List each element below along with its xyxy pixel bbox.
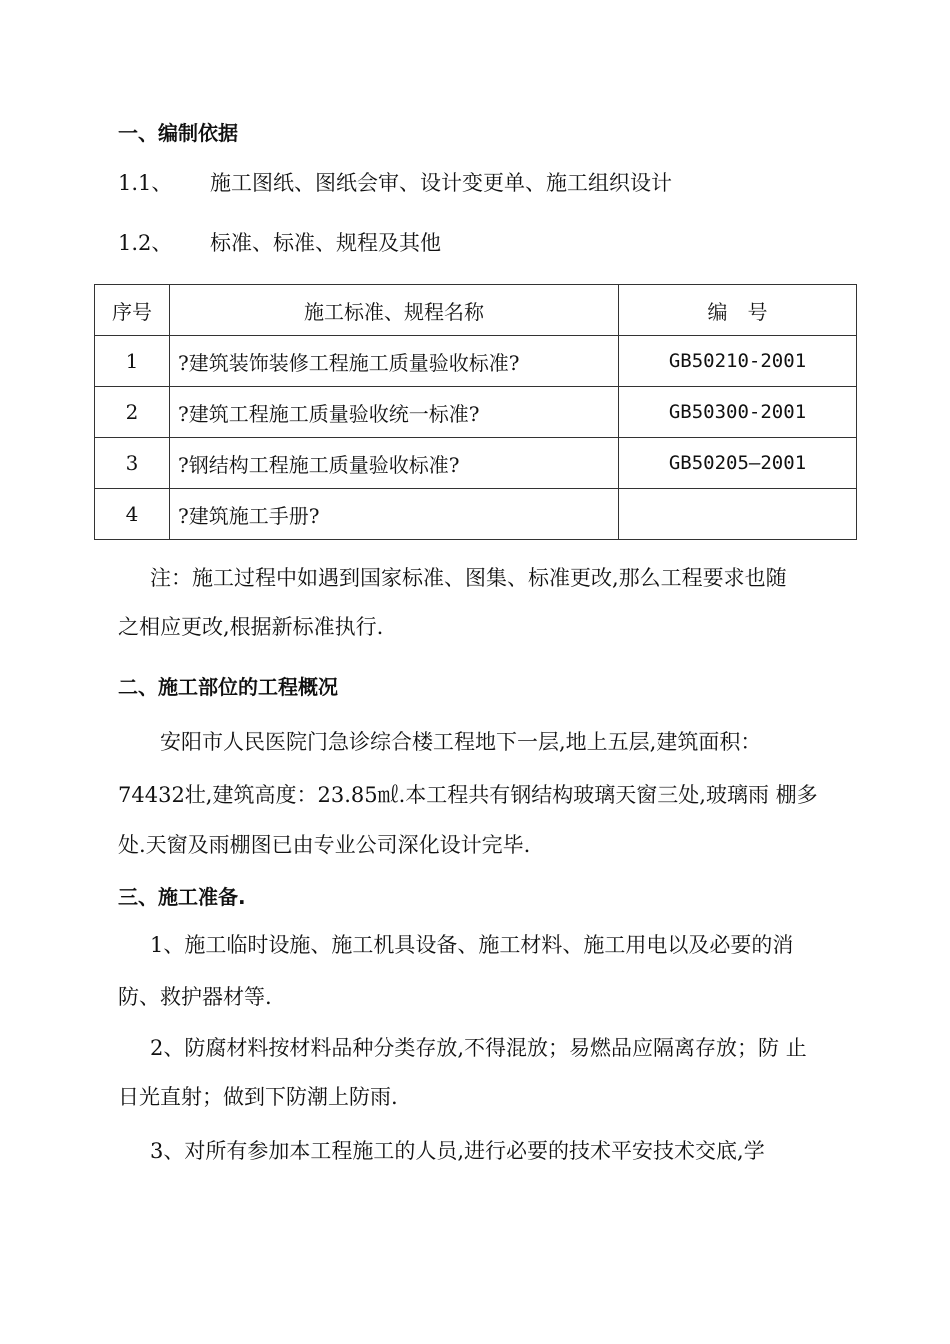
- table-row: [95, 387, 857, 438]
- table-header-row: [95, 285, 857, 336]
- overview-line-3: 处.天窗及雨棚图已由专业公司深化设计完毕.: [118, 833, 531, 857]
- section3-heading: 三、施工准备.: [118, 885, 246, 909]
- row-standard-name: ?建筑装饰装修工程施工质量验收标准?: [170, 336, 619, 387]
- overview-line-1: 安阳市人民医院门急诊综合楼工程地下一层,地上五层,建筑面积：: [160, 730, 762, 754]
- basis-item-1: [118, 168, 672, 198]
- overview-line-2: 74432壮,建筑高度：23.85㎖.本工程共有钢结构玻璃天窗三处,玻璃雨 棚多: [118, 783, 818, 807]
- prep-3-line-1: 3、对所有参加本工程施工的人员,进行必要的技术平安技术交底,学: [150, 1139, 765, 1163]
- header-serial: 序号: [95, 285, 170, 336]
- header-standard-name: 施工标准、规程名称: [170, 285, 619, 336]
- row-code: GB50300-2001: [619, 387, 857, 438]
- basis-item-1-text: 施工图纸、图纸会审、设计变更单、施工组织设计: [210, 171, 672, 195]
- header-code: 编 号: [619, 285, 857, 336]
- row-code: GB50210-2001: [619, 336, 857, 387]
- note-line-1: 注：施工过程中如遇到国家标准、图集、标准更改,那么工程要求也随: [150, 566, 787, 590]
- row-serial: 2: [95, 387, 170, 438]
- row-serial: 4: [95, 489, 170, 540]
- prep-2-line-2: 日光直射；做到下防潮上防雨.: [118, 1085, 398, 1109]
- row-serial: 3: [95, 438, 170, 489]
- basis-item-2-text: 标准、标准、规程及其他: [210, 231, 441, 255]
- row-serial: 1: [95, 336, 170, 387]
- table-row: [95, 438, 857, 489]
- note-line-2: 之相应更改,根据新标准执行.: [118, 615, 384, 639]
- table-row: [95, 336, 857, 387]
- basis-item-1-number: 1.1、: [118, 171, 173, 195]
- row-standard-name: ?建筑工程施工质量验收统一标准?: [170, 387, 619, 438]
- row-standard-name: ?建筑施工手册?: [170, 489, 619, 540]
- standards-table: [94, 284, 857, 540]
- prep-2-line-1: 2、防腐材料按材料品种分类存放,不得混放；易燃品应隔离存放；防 止: [150, 1036, 807, 1060]
- basis-item-2-number: 1.2、: [118, 231, 173, 255]
- row-code: GB50205—2001: [619, 438, 857, 489]
- basis-item-2: [118, 228, 441, 258]
- section1-heading: 一、编制依据: [118, 121, 238, 145]
- table-row: [95, 489, 857, 540]
- section2-heading: 二、施工部位的工程概况: [118, 675, 338, 699]
- row-standard-name: ?钢结构工程施工质量验收标准?: [170, 438, 619, 489]
- row-code: [619, 489, 857, 540]
- prep-1-line-2: 防、救护器材等.: [118, 985, 272, 1009]
- prep-1-line-1: 1、施工临时设施、施工机具设备、施工材料、施工用电以及必要的消: [150, 933, 794, 957]
